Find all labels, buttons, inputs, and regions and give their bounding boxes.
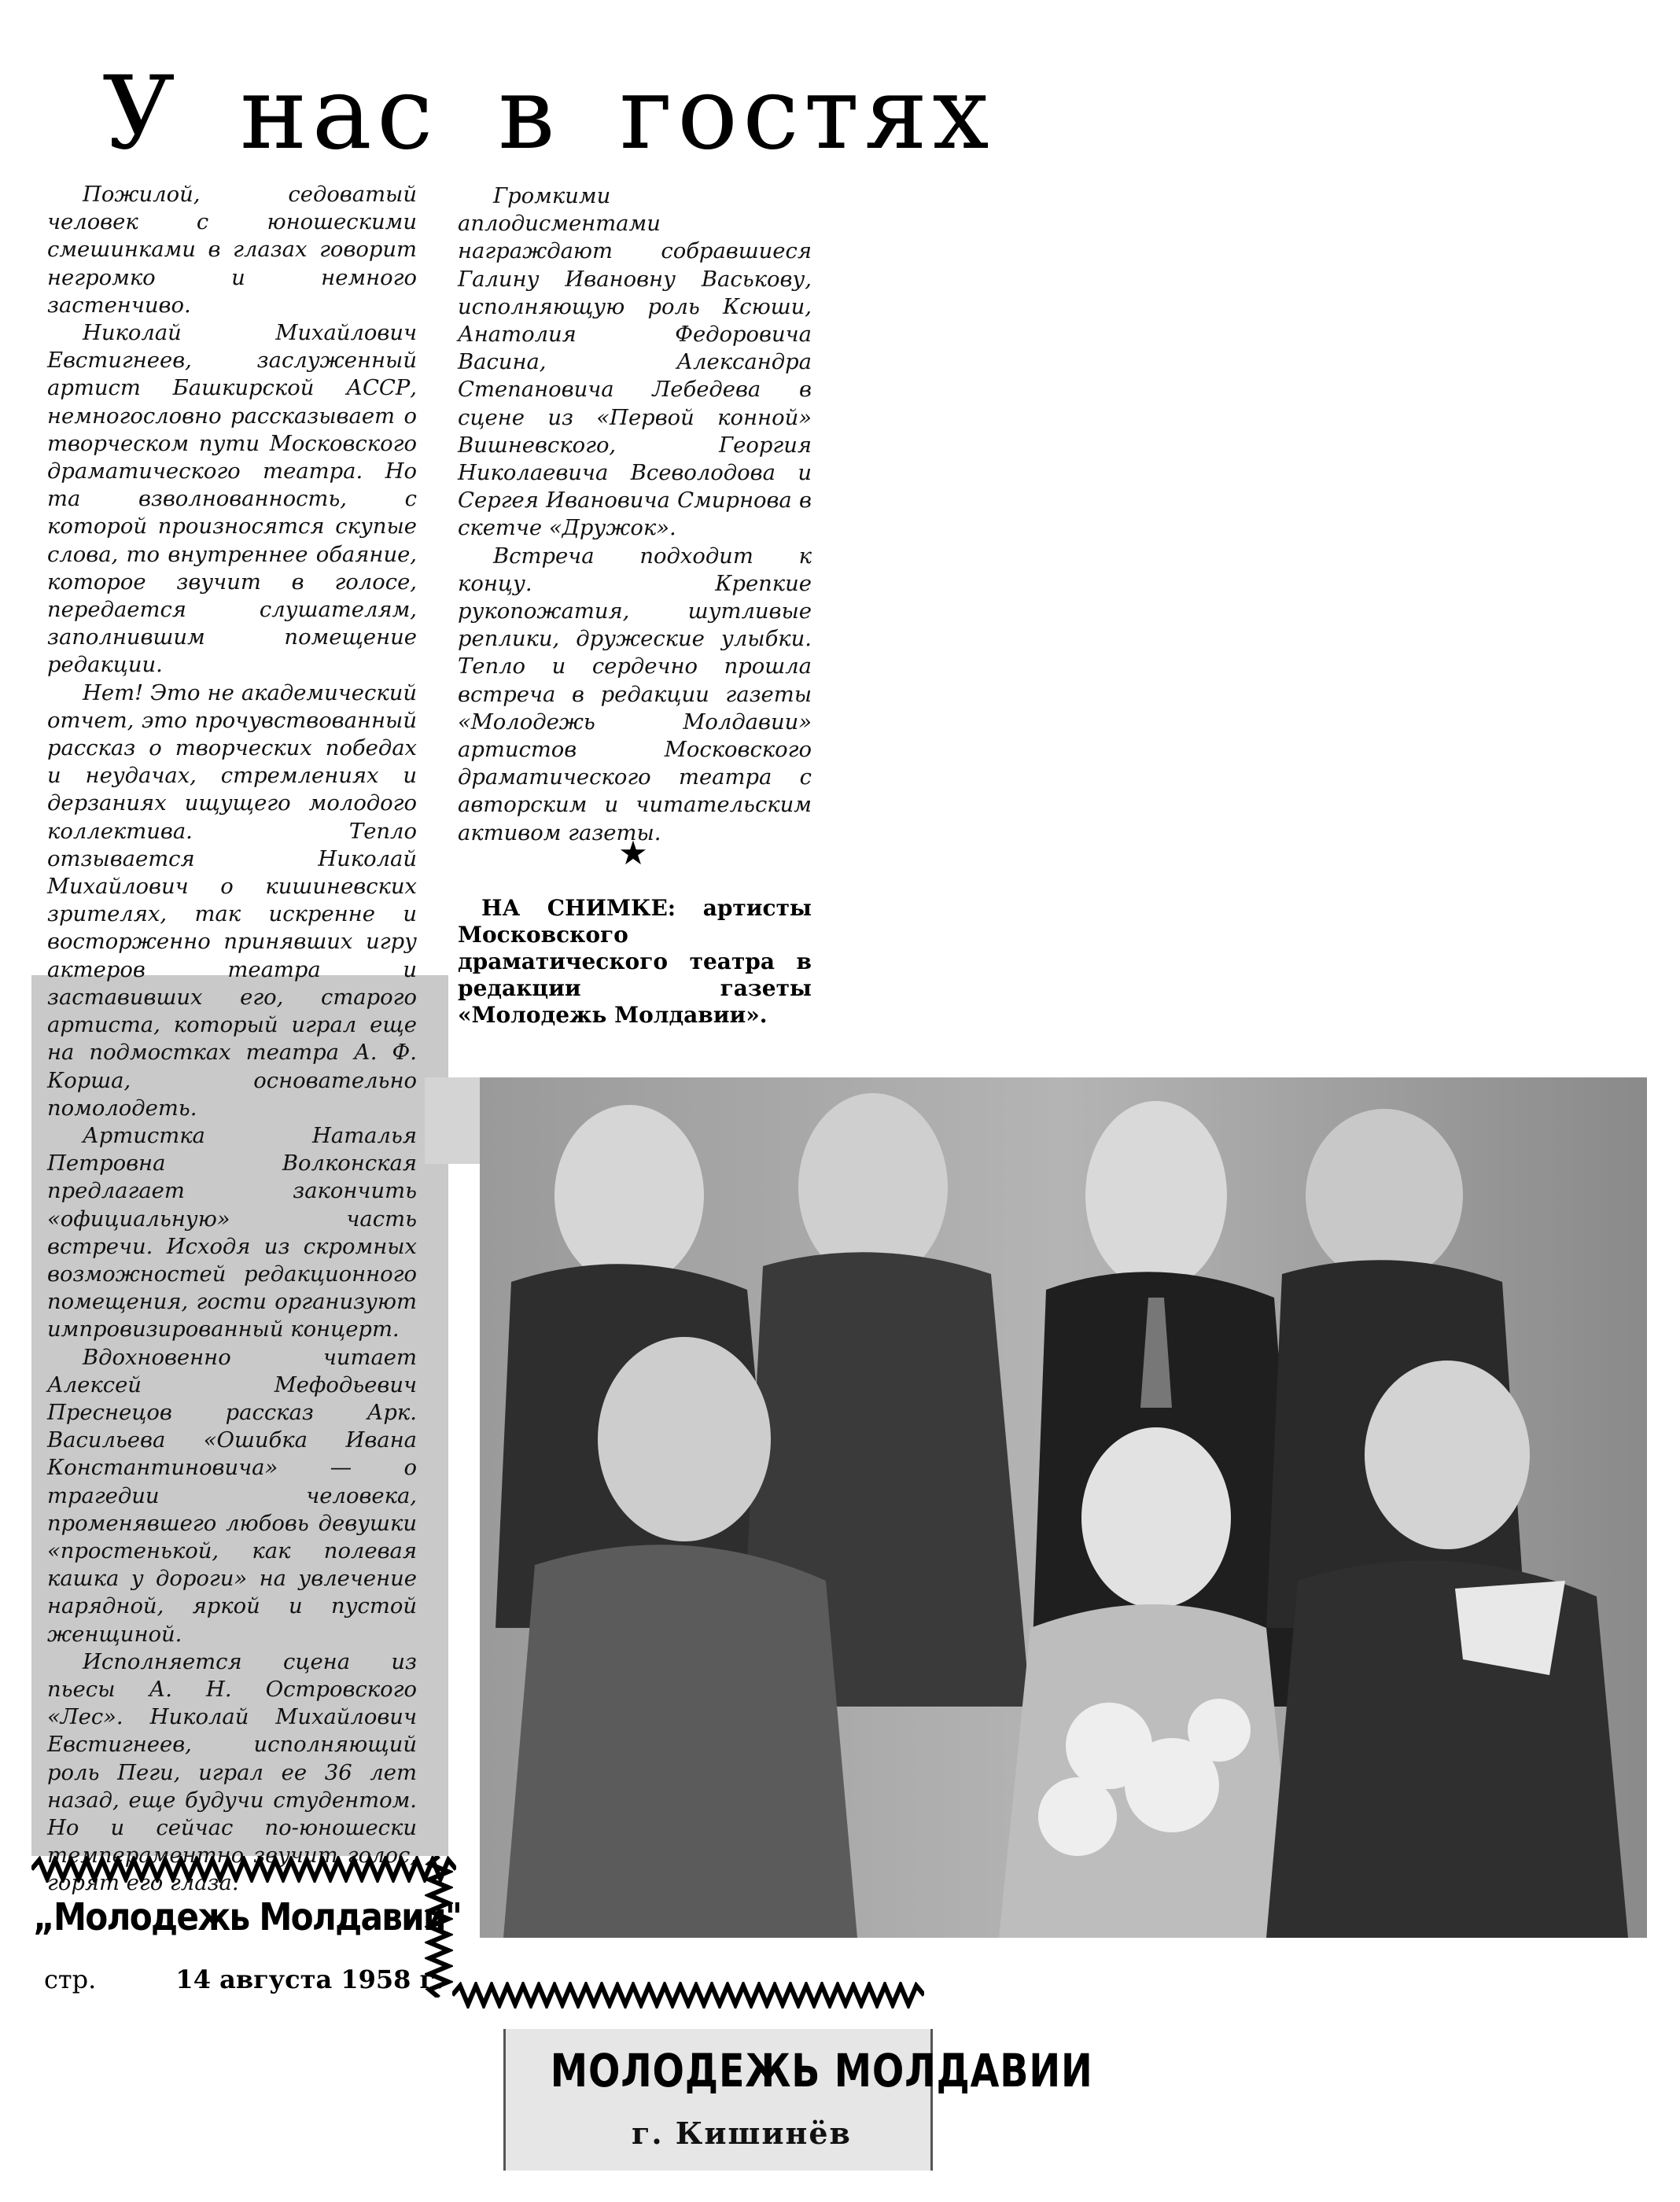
newspaper-masthead: „Молодежь Молдавии"	[33, 1895, 462, 1939]
paragraph: Артистка Наталья Петровна Волконская предлагает закончить «официальную» часть встречи. Исходя из скромных возможностей редакционного помещения, гости организуют импровизированный концерт.	[47, 1123, 417, 1342]
left-column	[47, 181, 417, 1898]
stamp-title: МОЛОДЕЖЬ МОЛДАВИИ	[550, 2044, 1093, 2097]
newspaper-stamp	[503, 2029, 1093, 2171]
decorative-border	[452, 1982, 924, 2009]
paragraph: Нет! Это не академический отчет, это прочувствованный рассказ о творческих победах и неудачах, стремлениях и дерзаниях ищущего молодого коллектива. Тепло отзывается Николай Михайлович о кишиневских зрителях, так искренне и восторженно принявших игру актеров театра и заставивших его, старого артиста, который играл еще на подмостках театра А. Ф. Корша, основательно помолодеть.	[47, 680, 417, 1121]
paragraph: Громкими аплодисментами награждают собравшиеся Галину Ивановну Васькову, исполняющую роль Ксюши, Анатолия Федоровича Васина, Александра Степановича Лебедева в сцене из «Первой конной» Вишневского, Георгия Николаевича Всеволодова и Сергея Ивановича Смирнова в скетче «Дружок».	[458, 184, 812, 541]
page-label: стр.	[44, 1964, 97, 1994]
stamp-city: г. Кишинёв	[632, 2115, 852, 2151]
paragraph: Пожилой, седоватый человек с юношескими смешинками в глазах говорит негромко и немного застенчиво.	[47, 182, 417, 318]
paragraph: Встреча подходит к концу. Крепкие рукопожатия, шутливые реплики, дружеские улыбки. Тепло и сердечно прошла встреча в редакции газеты «Молодежь Молдавии» артистов Московского драматического театра с авторским и читательским активом газеты.	[458, 543, 812, 845]
dateline	[44, 1961, 453, 1998]
paragraph: Вдохновенно читает Алексей Мефодьевич Преснецов рассказ Арк. Васильева «Ошибка Ивана Константиновича» — о трагедии человека, променявшего любовь девушки «простенькой, как полевая кашка у дороги» на увлечение нарядной, яркой и пустой женщиной.	[47, 1345, 417, 1647]
photo-caption: НА СНИМКЕ: артисты Московского драматического театра в редакции газеты «Молодежь Молдавии».	[458, 895, 812, 1028]
publication-date: 14 августа 1958 г.	[175, 1964, 444, 1994]
right-column	[458, 182, 812, 847]
star-separator: ★	[618, 834, 648, 872]
headline: У нас в гостях	[102, 55, 994, 172]
group-photo	[480, 1077, 1647, 1938]
decorative-border	[31, 1856, 456, 1883]
group-photo-illustration	[480, 1077, 1647, 1938]
paragraph: Николай Михайлович Евстигнеев, заслуженный артист Башкирской АССР, немногословно рассказывает о творческом пути Московского драматического театра. Но та взволнованность, с которой произносятся скупые слова, то внутреннее обаяние, которое звучит в голосе, передается слушателям, заполнившим помещение редакции.	[47, 321, 417, 678]
photo-edge-shadow	[425, 1077, 480, 1164]
paragraph: Исполняется сцена из пьесы А. Н. Островского «Лес». Николай Михайлович Евстигнеев, исполняющий роль Пеги, играл ее 36 лет назад, еще будучи студентом. Но и сейчас по-юношески темпераментно звучит голос, горят его глаза.	[47, 1649, 417, 1896]
